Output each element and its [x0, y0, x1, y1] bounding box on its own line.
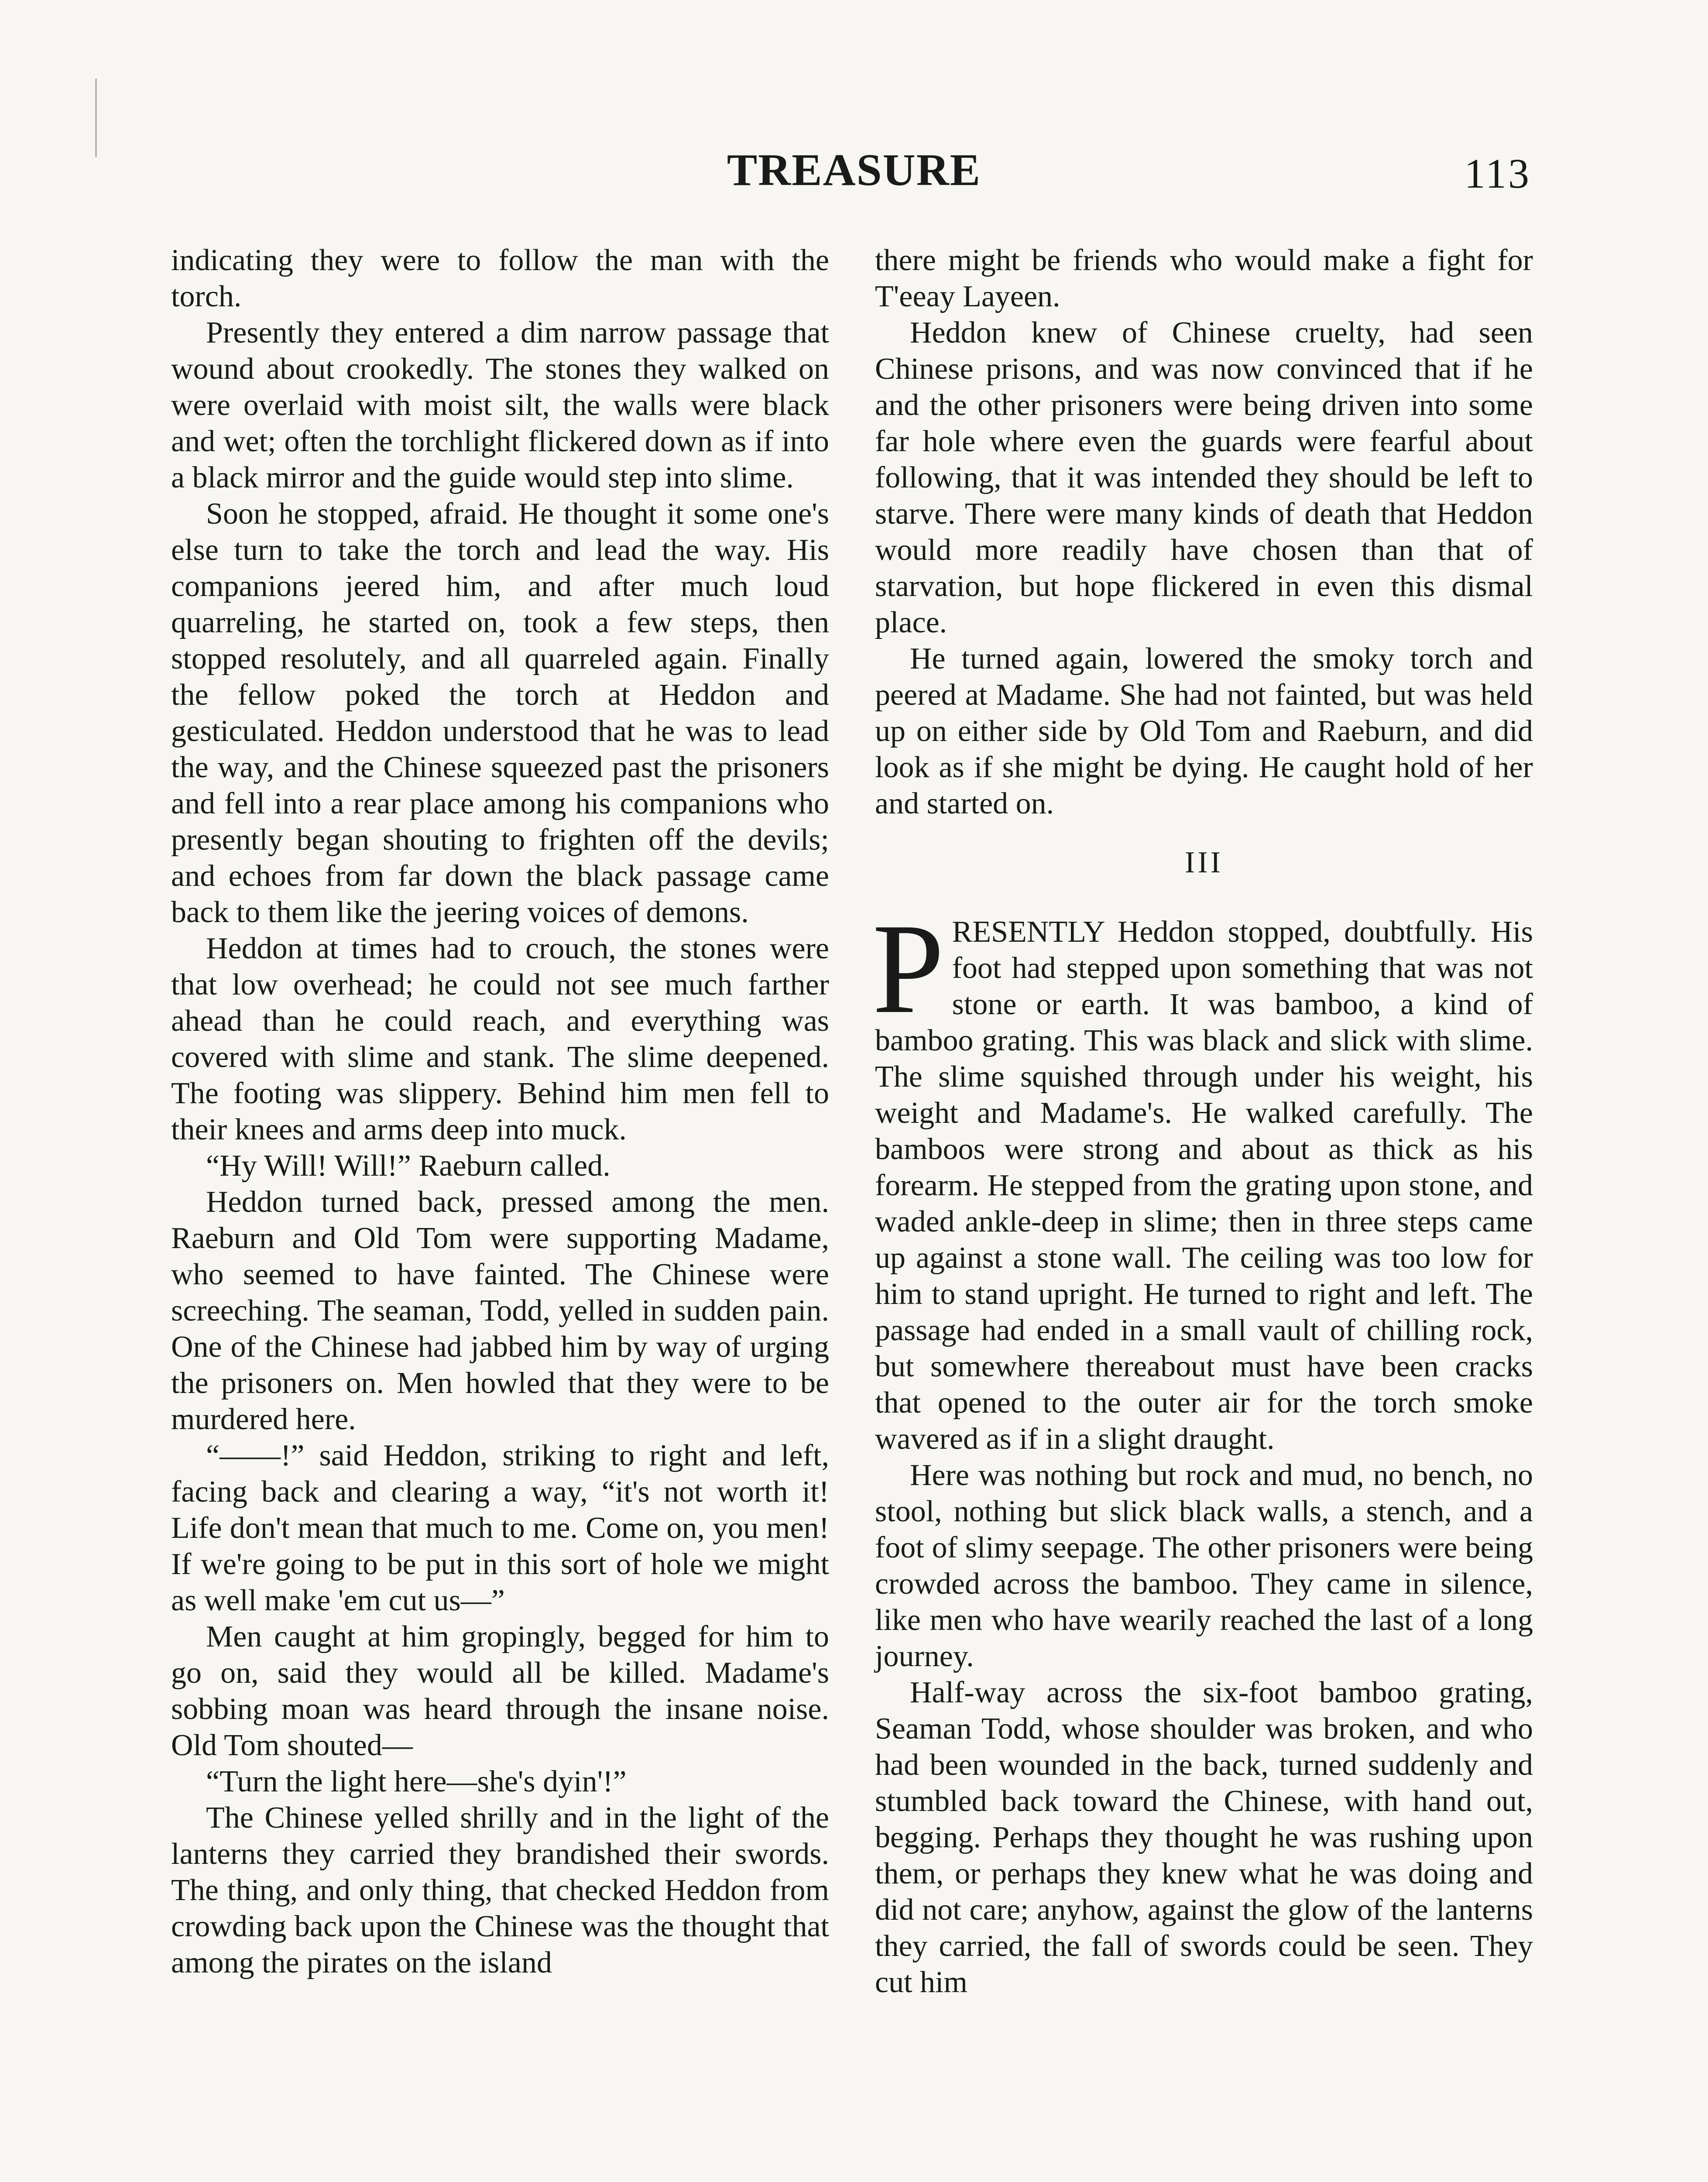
paragraph: Heddon turned back, pressed among the men. Raeburn and Old Tom were supporting Madame, who seemed to have fainted. The Chinese were screeching. The seaman, Todd, yelled in sudden pain. One of the Chinese had jabbed him by way of urging the prisoners on. Men howled that they were to be murdered here. — [171, 1185, 829, 1436]
paragraph: there might be friends who would make a fight for T'eeay Layeen. — [875, 244, 1533, 313]
paragraph: Here was nothing but rock and mud, no bench, no stool, nothing but slick black walls, a stench, and a foot of slimy seepage. The other prisoners were being crowded across the bamboo. They came in silence, like men who have wearily reached the last of a long journey. — [875, 1458, 1533, 1673]
right-column — [872, 242, 1533, 2000]
page-title: TREASURE — [727, 145, 981, 195]
paragraph: “——!” said Heddon, striking to right and left, facing back and clearing a way, “it's not worth it! Life don't mean that much to me. Come on, you men! If we're going to be put in this sort of hole we might as well make 'em cut us—” — [171, 1439, 829, 1617]
paragraph: Presently they entered a dim narrow passage that wound about crookedly. The stones they walked on were overlaid with moist silt, the walls were black and wet; often the torchlight flickered down as if into a black mirror and the guide would step into slime. — [171, 316, 829, 494]
paragraph: Heddon knew of Chinese cruelty, had seen Chinese prisons, and was now convinced that if he and the other prisoners were being driven into some far hole where even the guards were fearful about following, that it was intended they should be left to starve. There were many kinds of death that Heddon would more readily have chosen than that of starvation, but hope flickered in even this dismal place. — [875, 316, 1533, 639]
left-column — [171, 242, 829, 1981]
paragraph: indicating they were to follow the man with the torch. — [171, 244, 829, 313]
section-opening-text: RESENTLY Heddon stopped, doubtfully. His foot had stepped upon something that was not stone or earth. It was bamboo, a kind of bamboo grating. This was black and slick with slime. The slime squished through under his weight, his weight and Madame's. He walked carefully. The bamboos were strong and about as thick as his forearm. He stepped from the grating upon stone, and waded ankle-deep in slime; then in three steps came up against a stone wall. The ceiling was too low for him to stand upright. He turned to right and left. The passage had ended in a small vault of chilling rock, but somewhere thereabout must have been cracks that opened to the outer air for the torch smoke wavered as if in a slight draught. — [875, 915, 1533, 1456]
paragraph: Heddon at times had to crouch, the stones were that low overhead; he could not see much farther ahead than he could reach, and everything was covered with slime and stank. The slime deepened. The footing was slippery. Behind him men fell to their knees and arms deep into muck. — [171, 932, 829, 1146]
section-opening-paragraph — [872, 897, 1533, 1457]
paragraph: Soon he stopped, afraid. He thought it some one's else turn to take the torch and lead the way. His companions jeered him, and after much loud quarreling, he started on, took a few steps, then stopped resolutely, and all quarreled again. Finally the fellow poked the torch at Heddon and gesticulated. Heddon understood that he was to lead the way, and the Chinese squeezed past the prisoners and fell into a rear place among his companions who presently began shouting to frighten off the devils; and echoes from far down the black passage came back to them like the jeering voices of demons. — [171, 497, 829, 929]
section-heading: III — [1185, 846, 1223, 879]
page-number: 113 — [1464, 150, 1531, 197]
paragraph: Half-way across the six-foot bamboo grating, Seaman Todd, whose shoulder was broken, and who had been wounded in the back, turned suddenly and stumbled back toward the Chinese, with hand out, begging. Perhaps they thought he was rushing upon them, or perhaps they knew what he was doing and did not care; anyhow, against the glow of the lanterns they carried, the fall of swords could be seen. They cut him — [875, 1676, 1533, 1999]
drop-cap: P — [872, 897, 944, 1040]
paragraph: Men caught at him gropingly, begged for him to go on, said they would all be killed. Madame's sobbing moan was heard through the insane noise. Old Tom shouted— — [171, 1620, 829, 1762]
paragraph: He turned again, lowered the smoky torch and peered at Madame. She had not fainted, but was held up on either side by Old Tom and Raeburn, and did look as if she might be dying. He caught hold of her and started on. — [875, 642, 1533, 820]
running-head — [0, 144, 1708, 205]
paragraph: “Turn the light here—she's dyin'!” — [206, 1765, 627, 1798]
paragraph: The Chinese yelled shrilly and in the light of the lanterns they carried they brandished their swords. The thing, and only thing, that checked Heddon from crowding back upon the Chinese was the thought that among the pirates on the island — [171, 1801, 829, 1980]
paragraph: “Hy Will! Will!” Raeburn called. — [206, 1149, 610, 1183]
